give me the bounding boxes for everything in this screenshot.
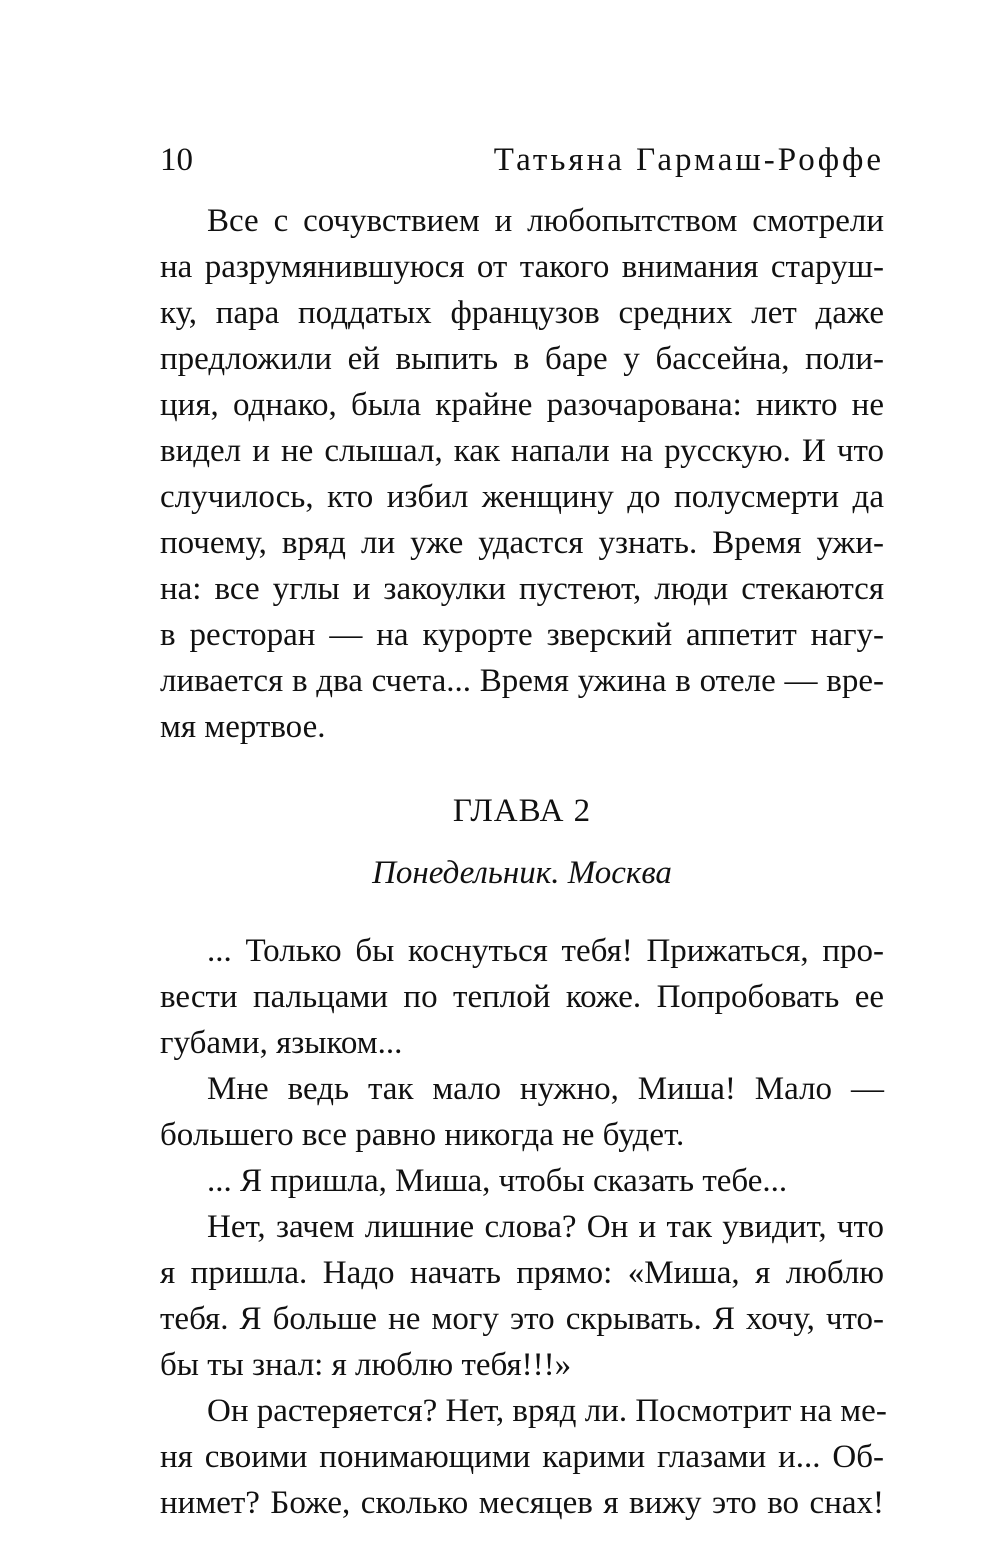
text-line: предложили ей выпить в баре у бассейна, поли- bbox=[160, 341, 884, 377]
text-line: на: все углы и закоулки пустеют, люди стекаются bbox=[160, 571, 884, 607]
running-header bbox=[160, 140, 884, 180]
text-line: я пришла. Надо начать прямо: «Миша, я люблю bbox=[160, 1255, 884, 1291]
text-line: ция, однако, была крайне разочарована: никто не bbox=[160, 387, 884, 423]
text-line: мя мертвое. bbox=[160, 709, 326, 745]
text-line: Все с сочувствием и любопытством смотрели bbox=[207, 203, 884, 239]
text-line: на разрумянившуюся от такого внимания старуш- bbox=[160, 249, 884, 285]
text-line: бы ты знал: я люблю тебя!!!» bbox=[160, 1347, 572, 1383]
text-line: почему, вряд ли уже удастся узнать. Время ужи- bbox=[160, 525, 884, 561]
text-line: Мне ведь так мало нужно, Миша! Мало — bbox=[207, 1071, 884, 1107]
text-line: ливается в два счета... Время ужина в отеле — вре- bbox=[160, 663, 884, 699]
text-line: нимет? Боже, сколько месяцев я вижу это во снах! bbox=[160, 1485, 884, 1521]
text-line: ... Я пришла, Миша, чтобы сказать тебе... bbox=[207, 1163, 788, 1199]
chapter-heading: ГЛАВА 2 bbox=[452, 793, 592, 829]
text-line: большего все равно никогда не будет. bbox=[160, 1117, 685, 1153]
text-line: Он растеряется? Нет, вряд ли. Посмотрит на ме- bbox=[207, 1393, 887, 1429]
text-line: тебя. Я больше не могу это скрывать. Я хочу, что- bbox=[160, 1301, 884, 1337]
text-line: в ресторан — на курорте зверский аппетит нагу- bbox=[160, 617, 884, 653]
text-line: ку, пара поддатых французов средних лет даже bbox=[160, 295, 884, 331]
text-line: случилось, кто избил женщину до полусмерти да bbox=[160, 479, 884, 515]
text-line: Нет, зачем лишние слова? Он и так увидит, что bbox=[207, 1209, 884, 1245]
text-line: ня своими понимающими карими глазами и... Об- bbox=[160, 1439, 884, 1475]
text-line: видел и не слышал, как напали на русскую. И что bbox=[160, 433, 884, 469]
text-line: губами, языком... bbox=[160, 1025, 403, 1061]
book-page bbox=[160, 140, 887, 1526]
chapter-body bbox=[160, 928, 887, 1526]
author-name: Татьяна Гармаш-Роффе bbox=[493, 142, 884, 178]
page-number: 10 bbox=[160, 142, 193, 178]
chapter-subtitle: Понедельник. Москва bbox=[372, 855, 672, 891]
paragraph-ending bbox=[160, 198, 884, 750]
text-line: ... Только бы коснуться тебя! Прижаться, про- bbox=[207, 933, 884, 969]
text-line: вести пальцами по теплой коже. Попробовать ее bbox=[160, 979, 884, 1015]
